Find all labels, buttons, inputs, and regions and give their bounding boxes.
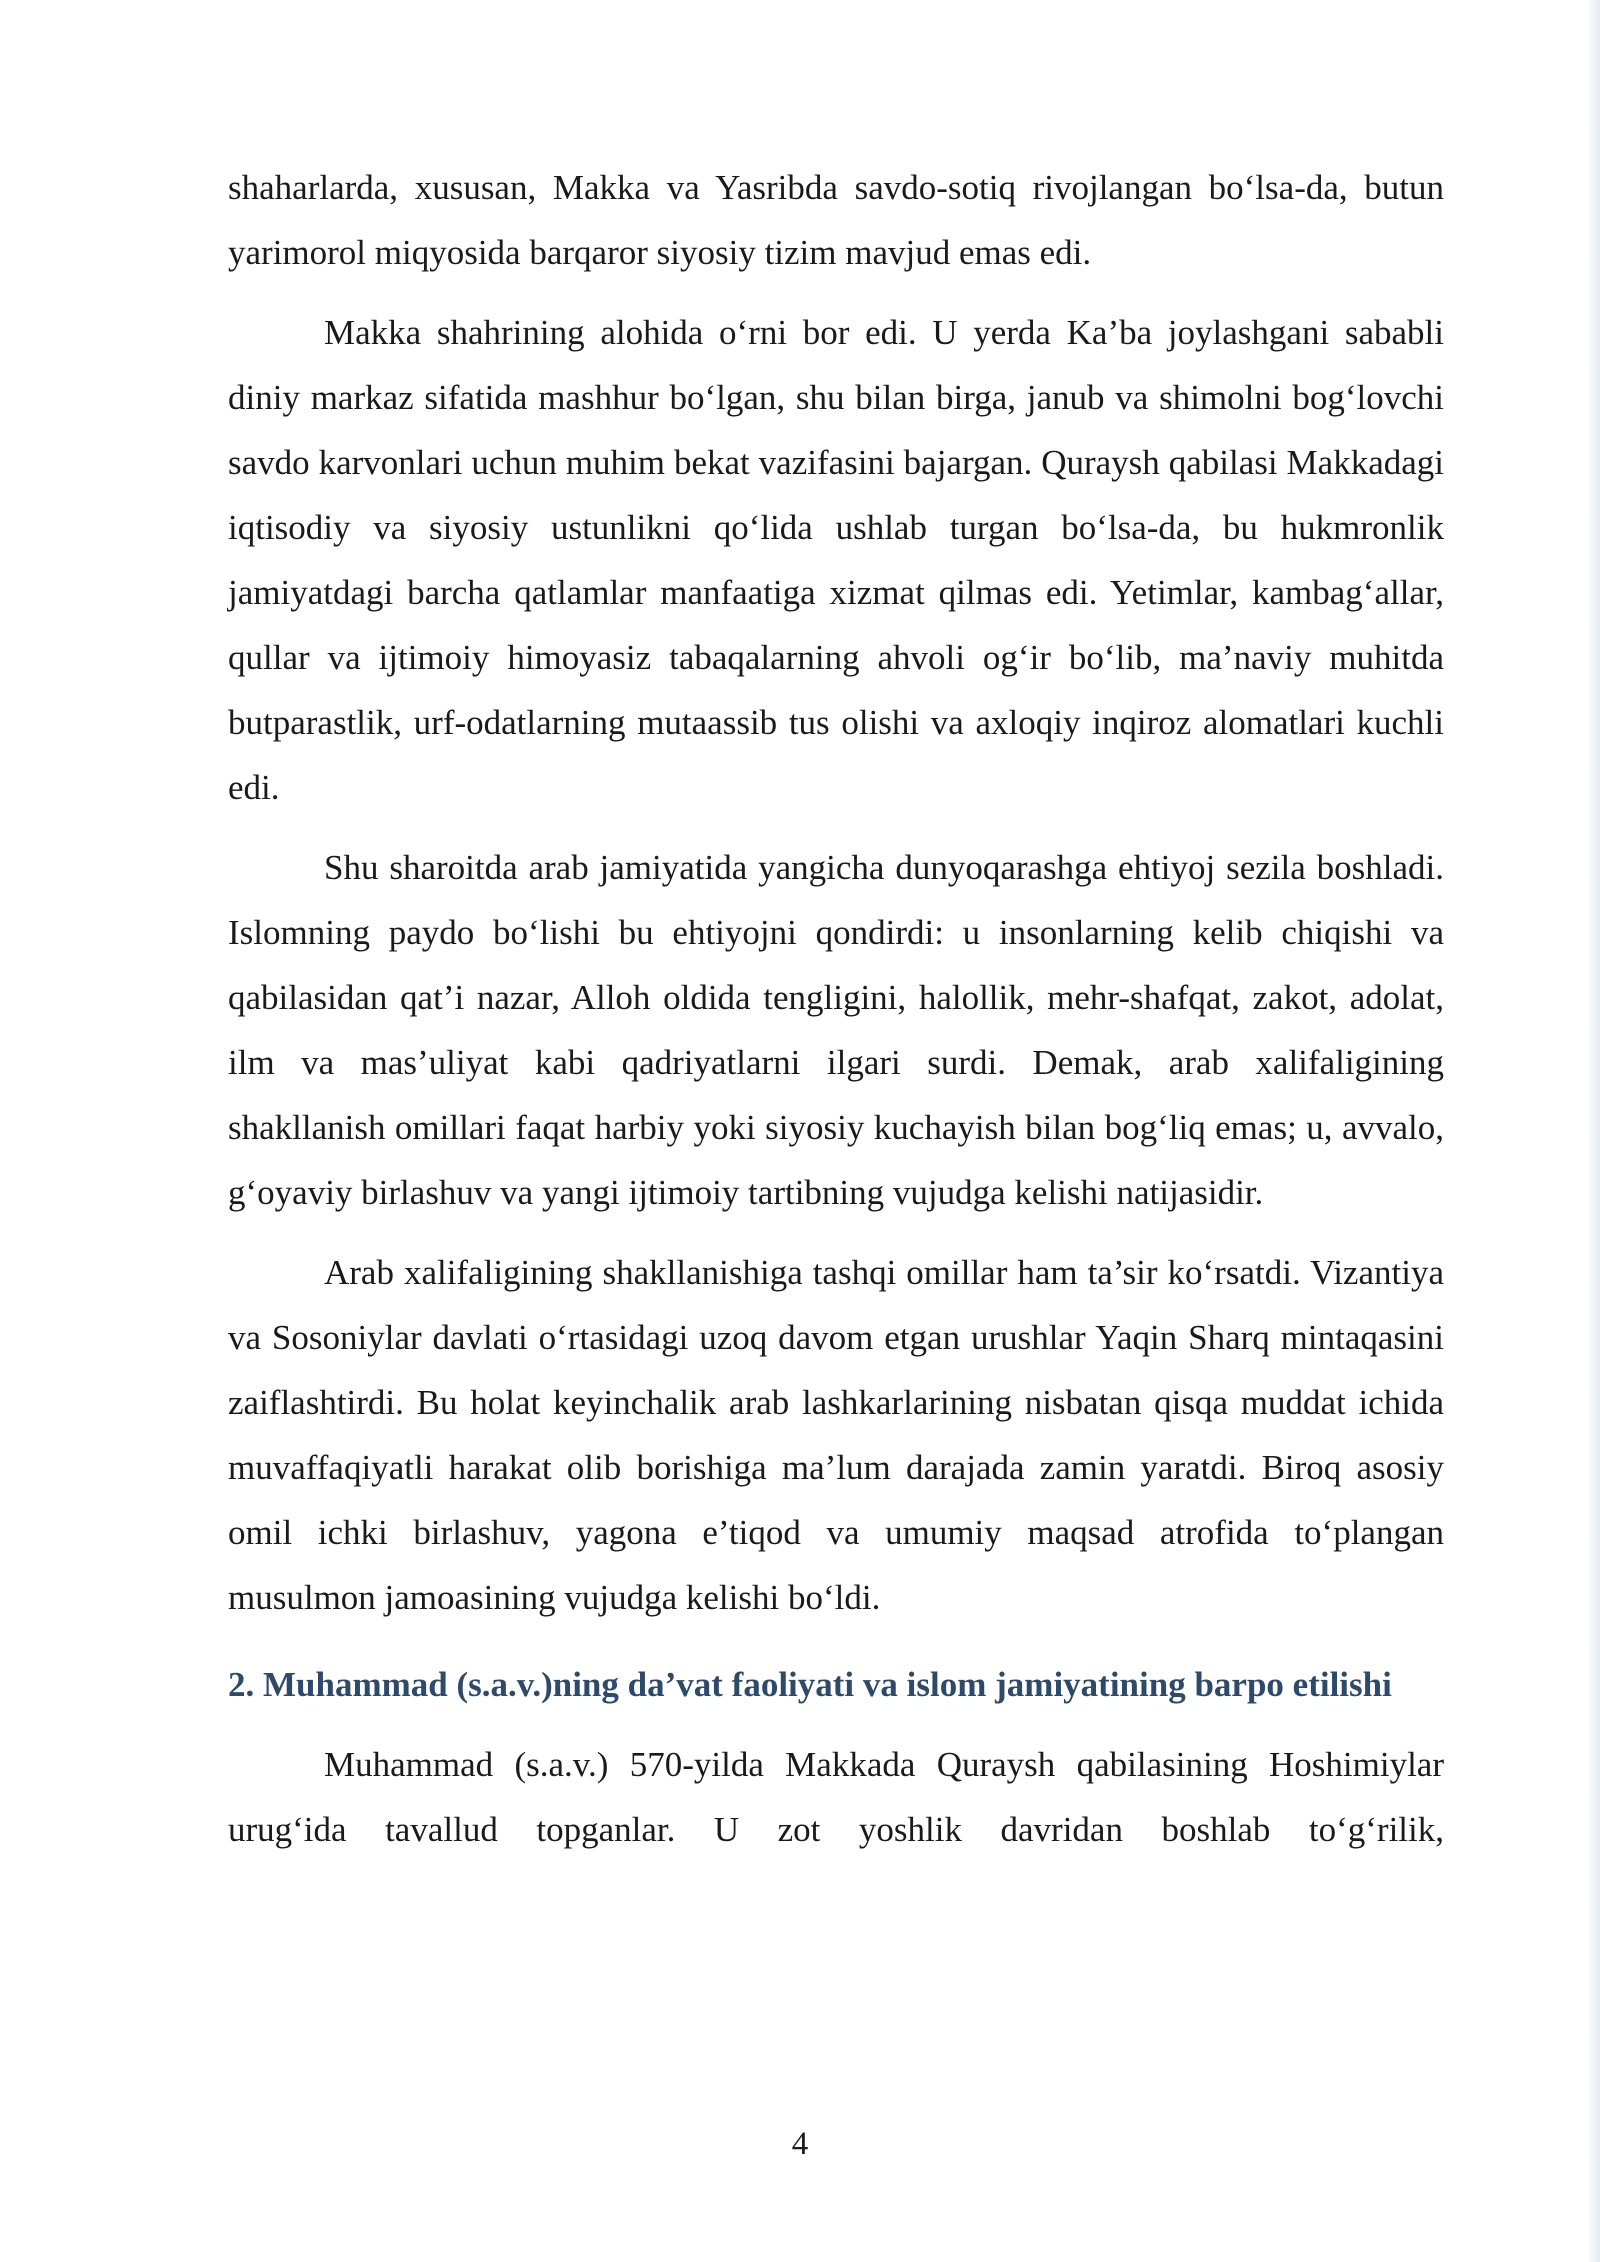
page-number: 4 — [791, 2126, 809, 2162]
paragraph-external-factors: Arab xalifaligining shakllanishiga tashqi omillar ham ta’sir ko‘rsatdi. Vizantiya va Sosoniylar davlati o‘rtasidagi uzoq davom etgan urushlar Yaqin Sharq mintaqasini zaiflashtirdi. Bu holat keyinchalik arab lashkarlarining nisbatan qisqa muddat ichida muvaffaqiyatli harakat olib borishiga ma’lum darajada zamin yaratdi. Biroq asosiy omil ichki birlashuv, yagona e’tiqod va umumiy maqsad atrofida to‘plangan musulmon jamoasining vujudga kelishi bo‘ldi. — [228, 1253, 1444, 1617]
section-heading: 2. Muhammad (s.a.v.)ning da’vat faoliyati va islom jamiyatining barpo etilishi — [228, 1665, 1392, 1704]
paragraph-islam-emergence: Shu sharoitda arab jamiyatida yangicha dunyoqarashga ehtiyoj sezila boshladi. Islomning paydo bo‘lishi bu ehtiyojni qondirdi: u insonlarning kelib chiqishi va qabilasidan qat’i nazar, Alloh oldida tengligini, halollik, mehr-shafqat, zakot, adolat, ilm va mas’uliyat kabi qadriyatlarni ilgari surdi. Demak, arab xalifaligining shakllanish omillari faqat harbiy yoki siyosiy kuchayish bilan bog‘liq emas; u, avvalo, g‘oyaviy birlashuv va yangi ijtimoiy tartibning vujudga kelishi natijasidir. — [228, 848, 1444, 1212]
paragraph-makka: Makka shahrining alohida o‘rni bor edi. U yerda Ka’ba joylashgani sababli diniy markaz sifatida mashhur bo‘lgan, shu bilan birga, janub va shimolni bog‘lovchi savdo karvonlari uchun muhim bekat vazifasini bajargan. Quraysh qabilasi Makkadagi iqtisodiy va siyosiy ustunlikni qo‘lida ushlab turgan bo‘lsa-da, bu hukmronlik jamiyatdagi barcha qatlamlar manfaatiga xizmat qilmas edi. Yetimlar, kambag‘allar, qullar va ijtimoiy himoyasiz tabaqalarning ahvoli og‘ir bo‘lib, ma’naviy muhitda butparastlik, urf-odatlarning mutaassib tus olishi va axloqiy inqiroz alomatlari kuchli edi. — [228, 313, 1444, 807]
page-edge-shadow — [1586, 0, 1600, 2262]
paragraph-muhammad-birth: Muhammad (s.a.v.) 570-yilda Makkada Quraysh qabilasining Hoshimiylar urug‘ida tavallud topganlar. U zot yoshlik davridan boshlab to‘g‘rilik, — [228, 1745, 1444, 1849]
document-body — [228, 155, 1444, 1877]
paragraph-continuation: shaharlarda, xususan, Makka va Yasribda savdo-sotiq rivojlangan bo‘lsa-da, butun yarimorol miqyosida barqaror siyosiy tizim mavjud emas edi. — [228, 168, 1444, 272]
